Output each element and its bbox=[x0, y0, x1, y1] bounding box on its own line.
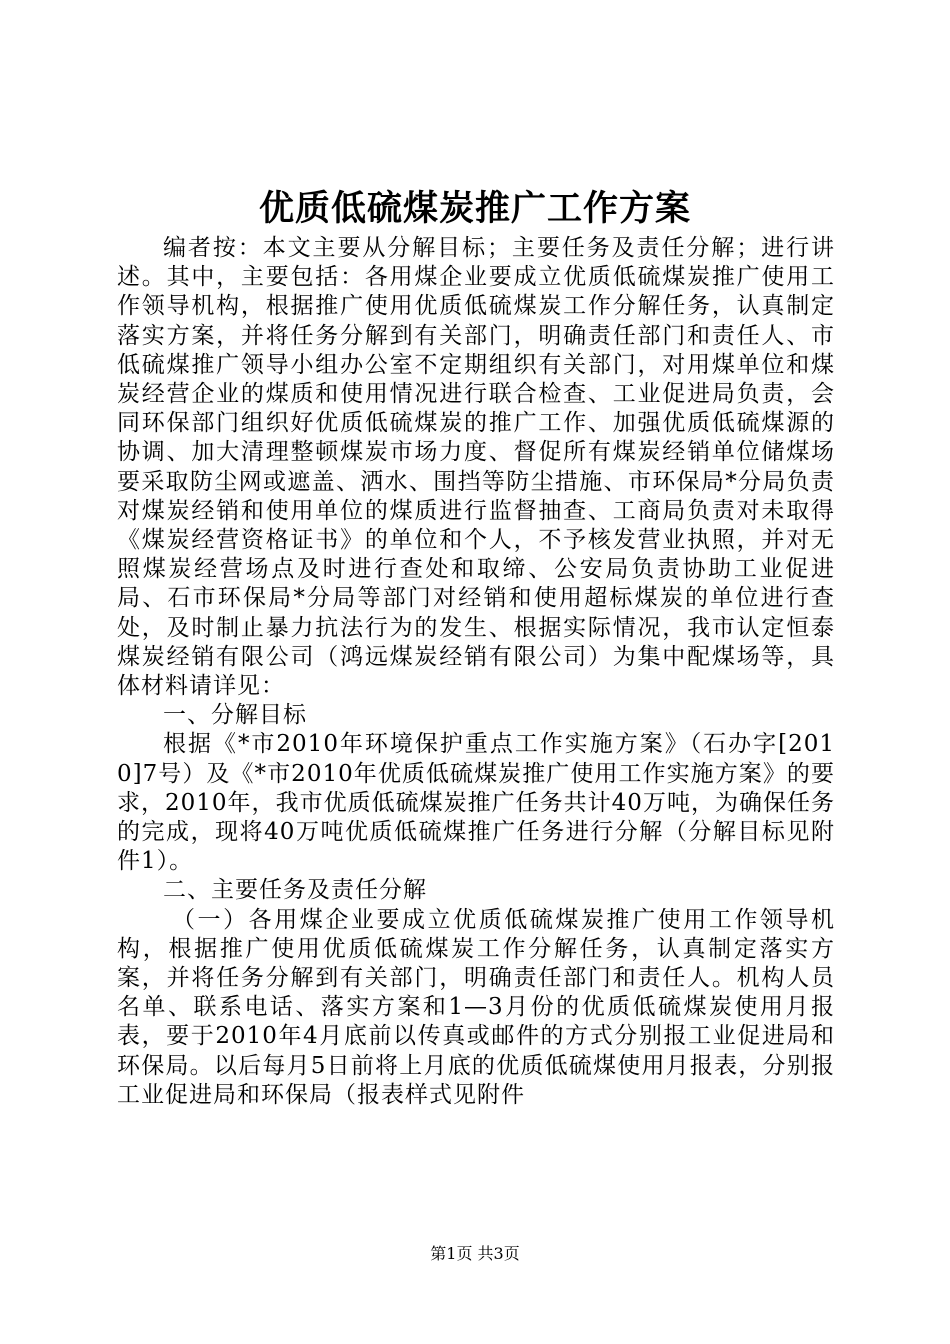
section-heading-2: 二、主要任务及责任分解 bbox=[163, 877, 427, 904]
section-heading-1: 一、分解目标 bbox=[163, 702, 307, 729]
document-title: 优质低硫煤炭推广工作方案 bbox=[258, 188, 691, 229]
document-body bbox=[117, 234, 835, 1110]
page-footer: 第1页 共3页 bbox=[430, 1244, 520, 1263]
section-1-paragraph: 根据《*市2010年环境保护重点工作实施方案》（石办字[2010]7号）及《*市2010年优质低硫煤炭推广使用工作实施方案》的要求，2010年，我市优质低硫煤炭推广任务共计40万吨，为确保任务的完成，现将40万吨优质低硫煤推广任务进行分解（分解目标见附件1）。 bbox=[117, 731, 835, 875]
section-2-paragraph: （一）各用煤企业要成立优质低硫煤炭推广使用工作领导机构，根据推广使用优质低硫煤炭工作分解任务，认真制定落实方案，并将任务分解到有关部门，明确责任部门和责任人。机构人员名单、联系电话、落实方案和1—3月份的优质低硫煤炭使用月报表，要于2010年4月底前以传真或邮件的方式分别报工业促进局和环保局。以后每月5日前将上月底的优质低硫煤使用月报表，分别报工业促进局和环保局（报表样式见附件 bbox=[117, 906, 835, 1108]
editor-note-paragraph: 编者按：本文主要从分解目标；主要任务及责任分解；进行讲述。其中，主要包括：各用煤企业要成立优质低硫煤炭推广使用工作领导机构，根据推广使用优质低硫煤炭工作分解任务，认真制定落实方案，并将任务分解到有关部门，明确责任部门和责任人、市低硫煤推广领导小组办公室不定期组织有关部门，对用煤单位和煤炭经营企业的煤质和使用情况进行联合检查、工业促进局负责，会同环保部门组织好优质低硫煤炭的推广工作、加强优质低硫煤源的协调、加大清理整顿煤炭市场力度、督促所有煤炭经销单位储煤场要采取防尘网或遮盖、洒水、围挡等防尘措施、市环保局*分局负责对煤炭经销和使用单位的煤质进行监督抽查、工商局负责对未取得《煤炭经营资格证书》的单位和个人，不予核发营业执照，并对无照煤炭经营场点及时进行查处和取缔、公安局负责协助工业促进局、石市环保局*分局等部门对经销和使用超标煤炭的单位进行查处，及时制止暴力抗法行为的发生、根据实际情况，我市认定恒泰煤炭经销有限公司（鸿远煤炭经销有限公司）为集中配煤场等，具体材料请详见： bbox=[117, 235, 835, 700]
